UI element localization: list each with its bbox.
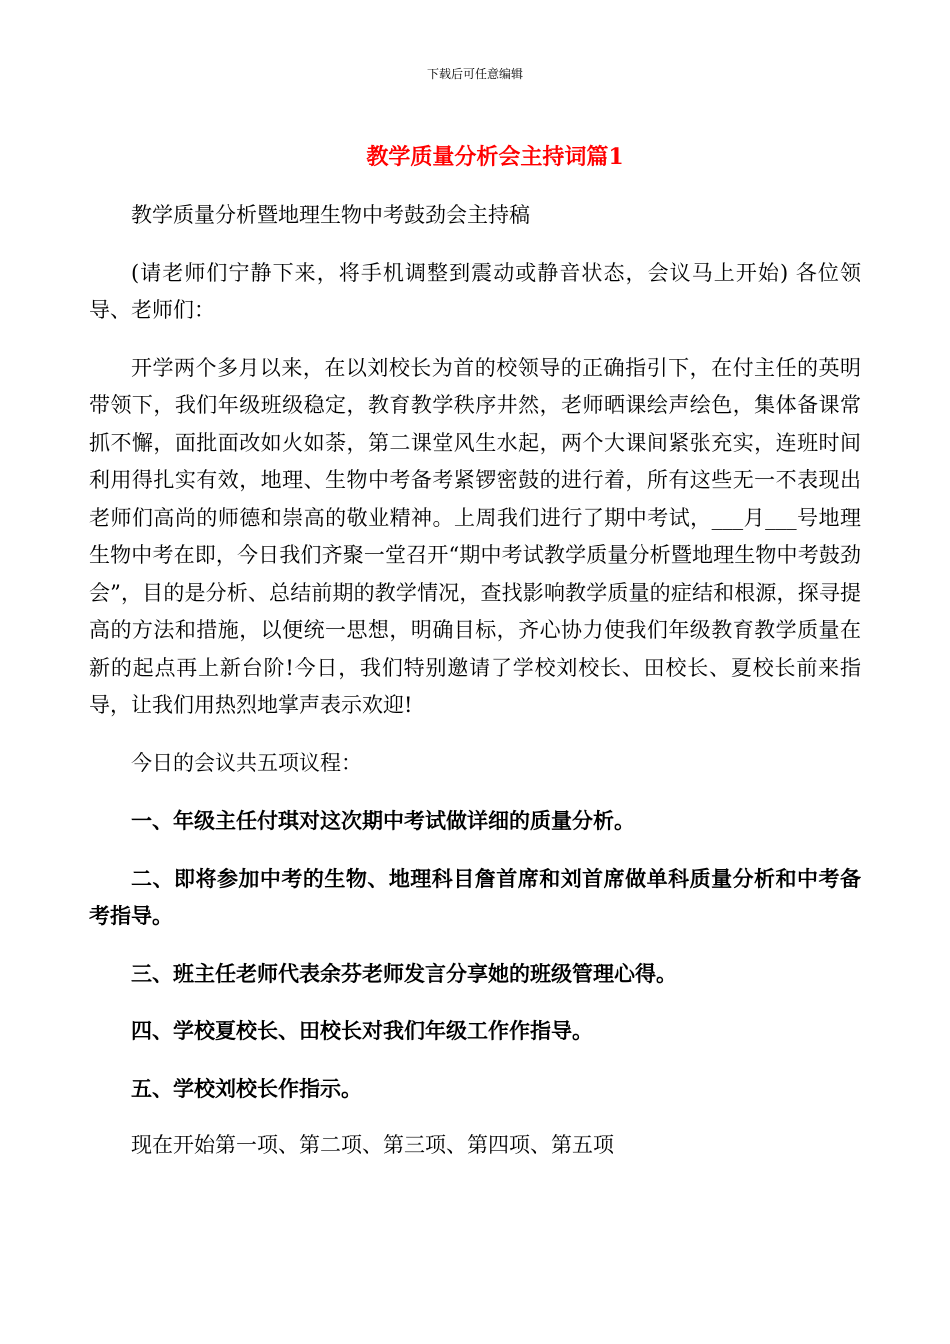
document-body — [89, 197, 861, 1185]
paragraph-closing: 现在开始第一项、第二项、第三项、第四项、第五项 — [131, 1133, 614, 1157]
paragraph-subtitle: 教学质量分析暨地理生物中考鼓劲会主持稿 — [131, 203, 530, 227]
agenda-item-2: 二、即将参加中考的生物、地理科目詹首席和刘首席做单科质量分析和中考备考指导。 — [89, 865, 861, 928]
document-title: 教学质量分析会主持词篇1 — [366, 144, 624, 170]
agenda-item-3: 三、班主任老师代表余芬老师发言分享她的班级管理心得。 — [131, 960, 677, 986]
agenda-item-4: 四、学校夏校长、田校长对我们年级工作作指导。 — [131, 1018, 593, 1043]
agenda-item-1: 一、年级主任付琪对这次期中考试做详细的质量分析。 — [131, 808, 635, 833]
paragraph-main: 开学两个多月以来，在以刘校长为首的校领导的正确指引下，在付主任的英明带领下，我们年级班级稳定，教育教学秩序井然，老师晒课绘声绘色，集体备课常抓不懈，面批面改如火如荼，第二课堂风生水起，两个大课间紧张充实，连班时间利用得扎实有效，地理、生物中考备考紧锣密鼓的进行着，所有这些无一不表现出老师们高尚的师德和崇高的敬业精神。上周我们进行了期中考试，___月___号地理生物中考在即，今日我们齐聚一堂召开“期中考试教学质量分析暨地理生物中考鼓劲会”，目的是分析、总结前期的教学情况，查找影响教学质量的症结和根源，探寻提高的方法和措施，以便统一思想，明确目标，齐心协力使我们年级教育教学质量在新的起点再上新台阶!今日，我们特别邀请了学校刘校长、田校长、夏校长前来指导，让我们用热烈地掌声表示欢迎! — [89, 355, 861, 717]
paragraph-agenda-intro: 今日的会议共五项议程： — [131, 750, 362, 775]
agenda-item-5: 五、学校刘校长作指示。 — [131, 1075, 362, 1101]
header-note: 下载后可任意编辑 — [426, 67, 523, 81]
paragraph-opening: (请老师们宁静下来，将手机调整到震动或静音状态，会议马上开始) 各位领导、老师们： — [89, 260, 861, 322]
